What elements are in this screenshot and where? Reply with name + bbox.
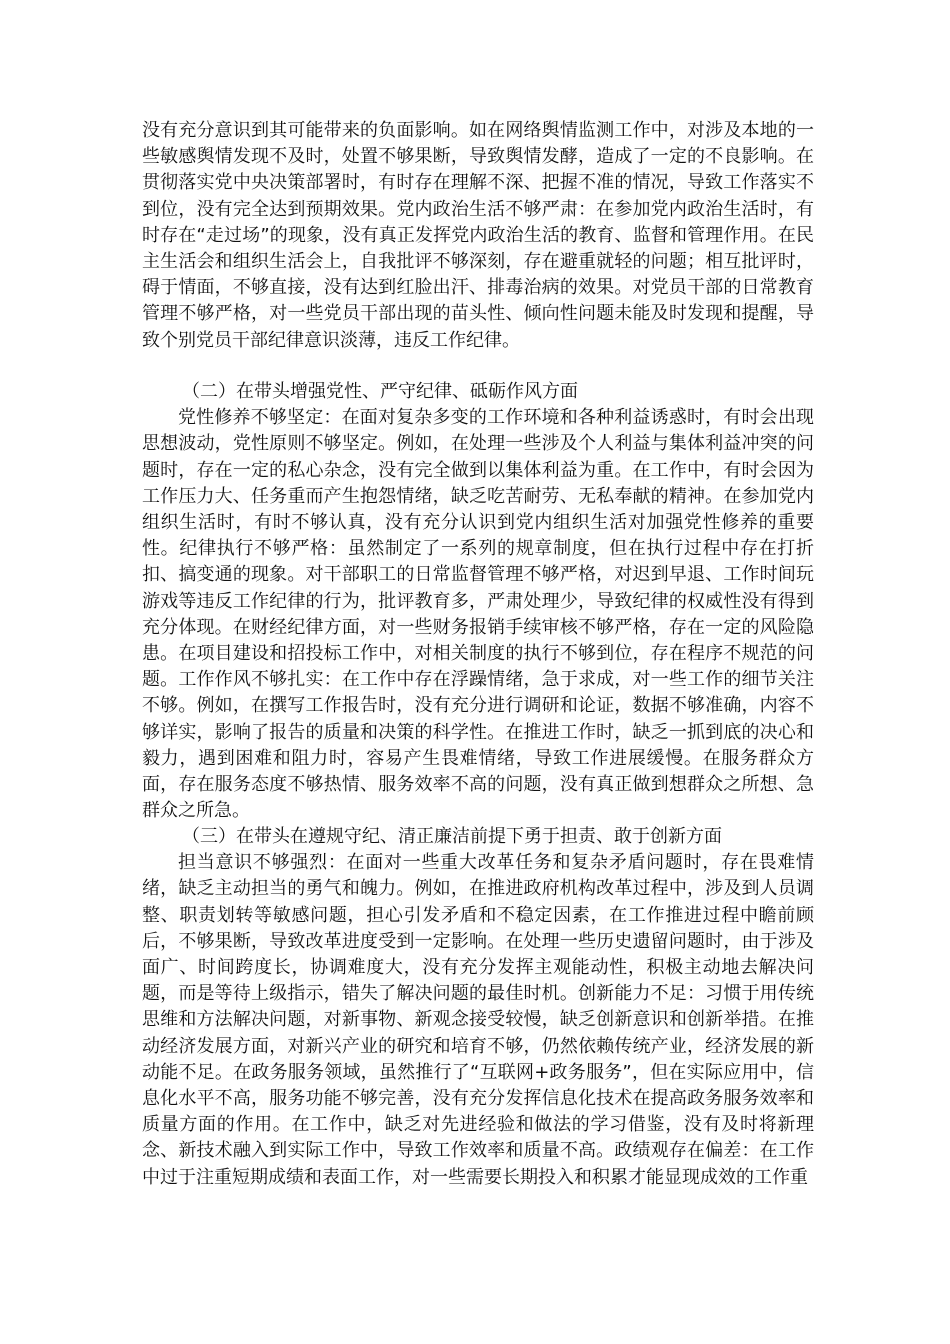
section-heading-2: （二）在带头增强党性、严守纪律、砥砺作风方面 — [182, 381, 578, 402]
section-2-block — [142, 379, 814, 824]
section-3-body-paragraph: 担当意识不够强烈：在面对一些重大改革任务和复杂矛盾问题时，存在畏难情绪，缺乏主动担当的勇气和魄力。例如，在推进政府机构改革过程中，涉及到人员调整、职责划转等敏感问题，担心引发矛盾和不稳定因素，在工作推进过程中瞻前顾后，不够果断，导致改革进度受到一定影响。在处理一些历史遗留问题时，由于涉及面广、时间跨度长，协调难度大，没有充分发挥主观能动性，积极主动地去解决问题，而是等待上级指示，错失了解决问题的最佳时机。创新能力不足：习惯于用传统思维和方法解决问题，对新事物、新观念接受较慢，缺乏创新意识和创新举措。在推动经济发展方面，对新兴产业的研究和培育不够，仍然依赖传统产业，经济发展的新动能不足。在政务服务领域，虽然推行了“互联网+政务服务”，但在实际应用中，信息化水平不高，服务功能不够完善，没有充分发挥信息化技术在提高政务服务效率和质量方面的作用。在工作中，缺乏对先进经验和做法的学习借鉴，没有及时将新理念、新技术融入到实际工作中，导致工作效率和质量不高。政绩观存在偏差：在工作中过于注重短期成绩和表面工作，对一些需要长期投入和积累才能显现成效的工作重 — [142, 852, 814, 1188]
section-3-block — [142, 824, 814, 1191]
continuation-paragraph-block — [142, 118, 814, 354]
section-2-body-paragraph: 党性修养不够坚定：在面对复杂多变的工作环境和各种利益诱惑时，有时会出现思想波动，党性原则不够坚定。例如，在处理一些涉及个人利益与集体利益冲突的问题时，存在一定的私心杂念，没有完全做到以集体利益为重。在工作中，有时会因为工作压力大、任务重而产生抱怨情绪，缺乏吃苦耐劳、无私奉献的精神。在参加党内组织生活时，有时不够认真，没有充分认识到党内组织生活对加强党性修养的重要性。纪律执行不够严格：虽然制定了一系列的规章制度，但在执行过程中存在打折扣、搞变通的现象。对干部职工的日常监督管理不够严格，对迟到早退、工作时间玩游戏等违反工作纪律的行为，批评教育多，严肃处理少，导致纪律的权威性没有得到充分体现。在财经纪律方面，对一些财务报销手续审核不够严格，存在一定的风险隐患。在项目建设和招投标工作中，对相关制度的执行不够到位，存在程序不规范的问题。工作作风不够扎实：在工作中存在浮躁情绪，急于求成，对一些工作的细节关注不够。例如，在撰写工作报告时，没有充分进行调研和论证，数据不够准确，内容不够详实，影响了报告的质量和决策的科学性。在推进工作时，缺乏一抓到底的决心和毅力，遇到困难和阻力时，容易产生畏难情绪，导致工作进展缓慢。在服务群众方面，存在服务态度不够热情、服务效率不高的问题，没有真正做到想群众之所想、急群众之所急。 — [142, 407, 814, 822]
section-heading-3: （三）在带头在遵规守纪、清正廉洁前提下勇于担责、敢于创新方面 — [182, 826, 722, 847]
continuation-paragraph: 没有充分意识到其可能带来的负面影响。如在网络舆情监测工作中，对涉及本地的一些敏感舆情发现不及时，处置不够果断，导致舆情发酵，造成了一定的不良影响。在贯彻落实党中央决策部署时，有时存在理解不深、把握不准的情况，导致工作落实不到位，没有完全达到预期效果。党内政治生活不够严肃：在参加党内政治生活时，有时存在“走过场”的现象，没有真正发挥党内政治生活的教育、监督和管理作用。在民主生活会和组织生活会上，自我批评不够深刻，存在避重就轻的问题；相互批评时，碍于情面，不够直接，没有达到红脸出汗、排毒治病的效果。对党员干部的日常教育管理不够严格，对一些党员干部出现的苗头性、倾向性问题未能及时发现和提醒，导致个别党员干部纪律意识淡薄，违反工作纪律。 — [142, 120, 814, 351]
